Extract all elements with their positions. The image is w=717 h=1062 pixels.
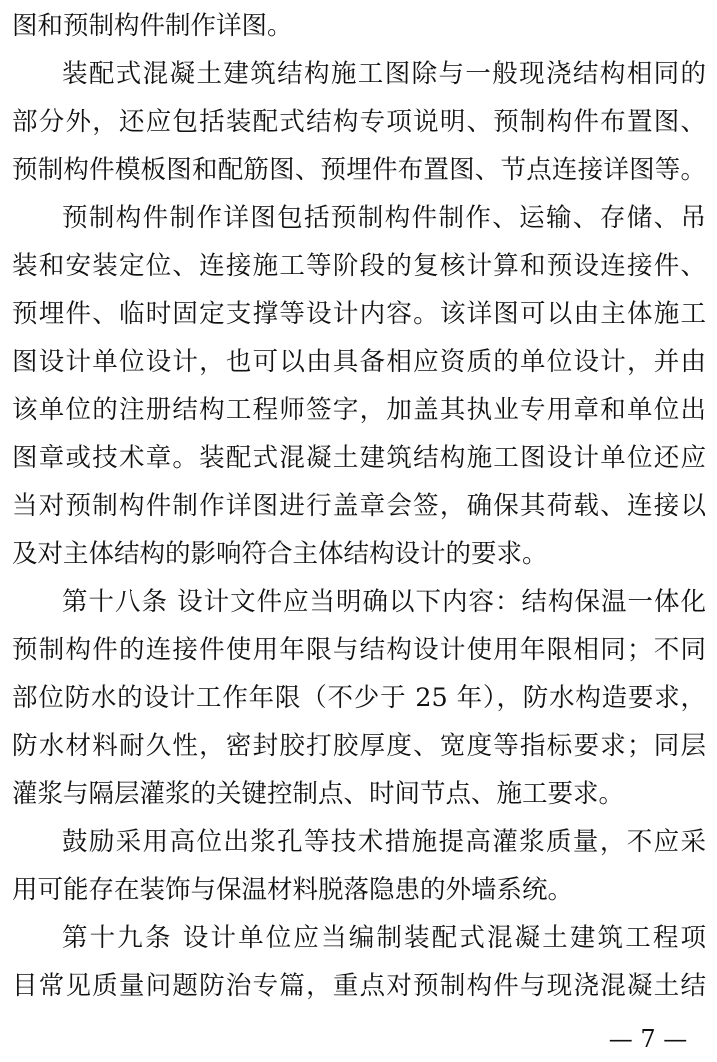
text-line-5: 预制构件制作详图包括预制构件制作、运输、存储、吊 (62, 203, 706, 233)
text-line-17: 灌浆与隔层灌浆的关键控制点、时间节点、施工要求。 (12, 779, 625, 809)
article-18-heading-line: 第十八条 设计文件应当明确以下内容：结构保温一体化 (62, 587, 706, 617)
text-line-19: 用可能存在装饰与保温材料脱落隐患的外墙系统。 (12, 875, 574, 905)
article-19-heading-line: 第十九条 设计单位应当编制装配式混凝土建筑工程项 (62, 923, 706, 953)
text-line-4: 预制构件模板图和配筋图、预埋件布置图、节点连接详图等。 (12, 155, 706, 185)
text-line-2: 装配式混凝土建筑结构施工图除与一般现浇结构相同的 (62, 59, 706, 89)
text-line-16: 防水材料耐久性，密封胶打胶厚度、宽度等指标要求；同层 (12, 731, 706, 761)
page-number: — 7 — (608, 1025, 688, 1053)
text-line-18: 鼓励采用高位出浆孔等技术措施提高灌浆质量，不应采 (62, 827, 706, 857)
text-line-7: 预埋件、临时固定支撑等设计内容。该详图可以由主体施工 (12, 299, 706, 329)
text-line-8: 图设计单位设计，也可以由具备相应资质的单位设计，并由 (12, 347, 706, 377)
text-line-11: 当对预制构件制作详图进行盖章会签，确保其荷载、连接以 (12, 491, 706, 521)
text-line-3: 部分外，还应包括装配式结构专项说明、预制构件布置图、 (12, 107, 706, 137)
text-line-6: 装和安装定位、连接施工等阶段的复核计算和预设连接件、 (12, 251, 706, 281)
text-line-15: 部位防水的设计工作年限（不少于 25 年），防水构造要求， (12, 683, 706, 713)
text-line-9: 该单位的注册结构工程师签字，加盖其执业专用章和单位出 (12, 395, 706, 425)
text-line-21: 目常见质量问题防治专篇，重点对预制构件与现浇混凝土结 (12, 971, 706, 1001)
text-line-14: 预制构件的连接件使用年限与结构设计使用年限相同；不同 (12, 635, 706, 665)
text-line-12: 及对主体结构的影响符合主体结构设计的要求。 (12, 539, 548, 569)
text-line-10: 图章或技术章。装配式混凝土建筑结构施工图设计单位还应 (12, 443, 706, 473)
text-line-1: 图和预制构件制作详图。 (12, 11, 293, 41)
